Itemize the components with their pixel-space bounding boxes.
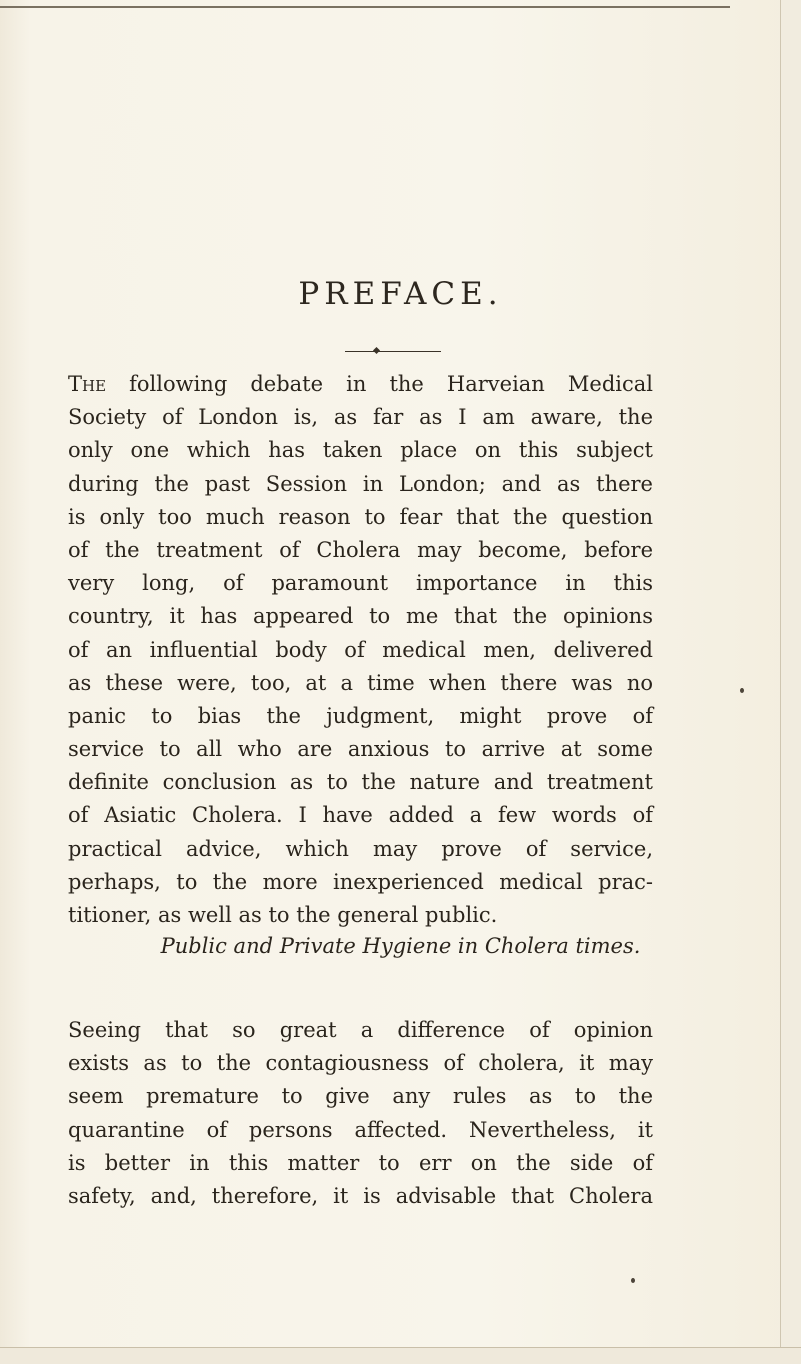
ink-speck: [740, 688, 744, 693]
page-edge-bottom: [0, 1347, 801, 1364]
paragraph-line: practical advice, which may prove of service,: [68, 836, 653, 861]
ornament-line: [345, 351, 441, 352]
page-title: PREFACE.: [298, 276, 503, 312]
title-ornament-rule: [345, 347, 441, 357]
paragraph-line: safety, and, therefore, it is advisable that Cholera: [68, 1183, 653, 1208]
paragraph-line: during the past Session in London; and as there: [68, 471, 653, 496]
paragraph-line: of an influential body of medical men, delivered: [68, 637, 653, 662]
paragraph-line: very long, of paramount importance in this: [68, 571, 653, 596]
paragraph-line: of the treatment of Cholera may become, before: [68, 537, 653, 562]
drop-word: The: [68, 372, 107, 396]
section-subheading: Public and Private Hygiene in Cholera times.: [160, 934, 641, 958]
paragraph-line: is only too much reason to fear that the question: [68, 504, 653, 529]
paragraph-line: Society of London is, as far as I am aware, the: [68, 405, 653, 430]
paragraph-line: perhaps, to the more inexperienced medical prac-: [68, 869, 653, 894]
paragraph-line: quarantine of persons affected. Nevertheless, it: [68, 1117, 653, 1142]
paragraph-line: exists as to the contagiousness of cholera, it may: [68, 1051, 653, 1076]
paragraph-line: definite conclusion as to the nature and treatment: [68, 770, 653, 795]
paragraph-line: country, it has appeared to me that the opinions: [68, 604, 653, 629]
paragraph-line: panic to bias the judgment, might prove of: [68, 703, 653, 728]
paragraph-line: Seeing that so great a difference of opinion: [68, 1018, 653, 1042]
paragraph-line: of Asiatic Cholera. I have added a few words of: [68, 803, 653, 828]
paragraph-line: [68, 368, 653, 401]
top-border-rule: [0, 6, 730, 8]
ink-speck: [631, 1278, 635, 1283]
paragraph-line: only one which has taken place on this subject: [68, 438, 653, 463]
paragraph-line: titioner, as well as to the general public.: [68, 903, 498, 927]
ornament-diamond: [373, 347, 380, 354]
page-edge-right: [780, 0, 801, 1364]
paragraph-1: [68, 368, 653, 932]
line-text: following debate in the Harveian Medical: [106, 372, 653, 396]
paragraph-line: service to all who are anxious to arrive at some: [68, 737, 653, 762]
paragraph-2: [68, 1014, 653, 1213]
paragraph-line: as these were, too, at a time when there was no: [68, 670, 653, 695]
paragraph-line: seem premature to give any rules as to the: [68, 1084, 653, 1109]
paragraph-line: is better in this matter to err on the side of: [68, 1150, 653, 1175]
